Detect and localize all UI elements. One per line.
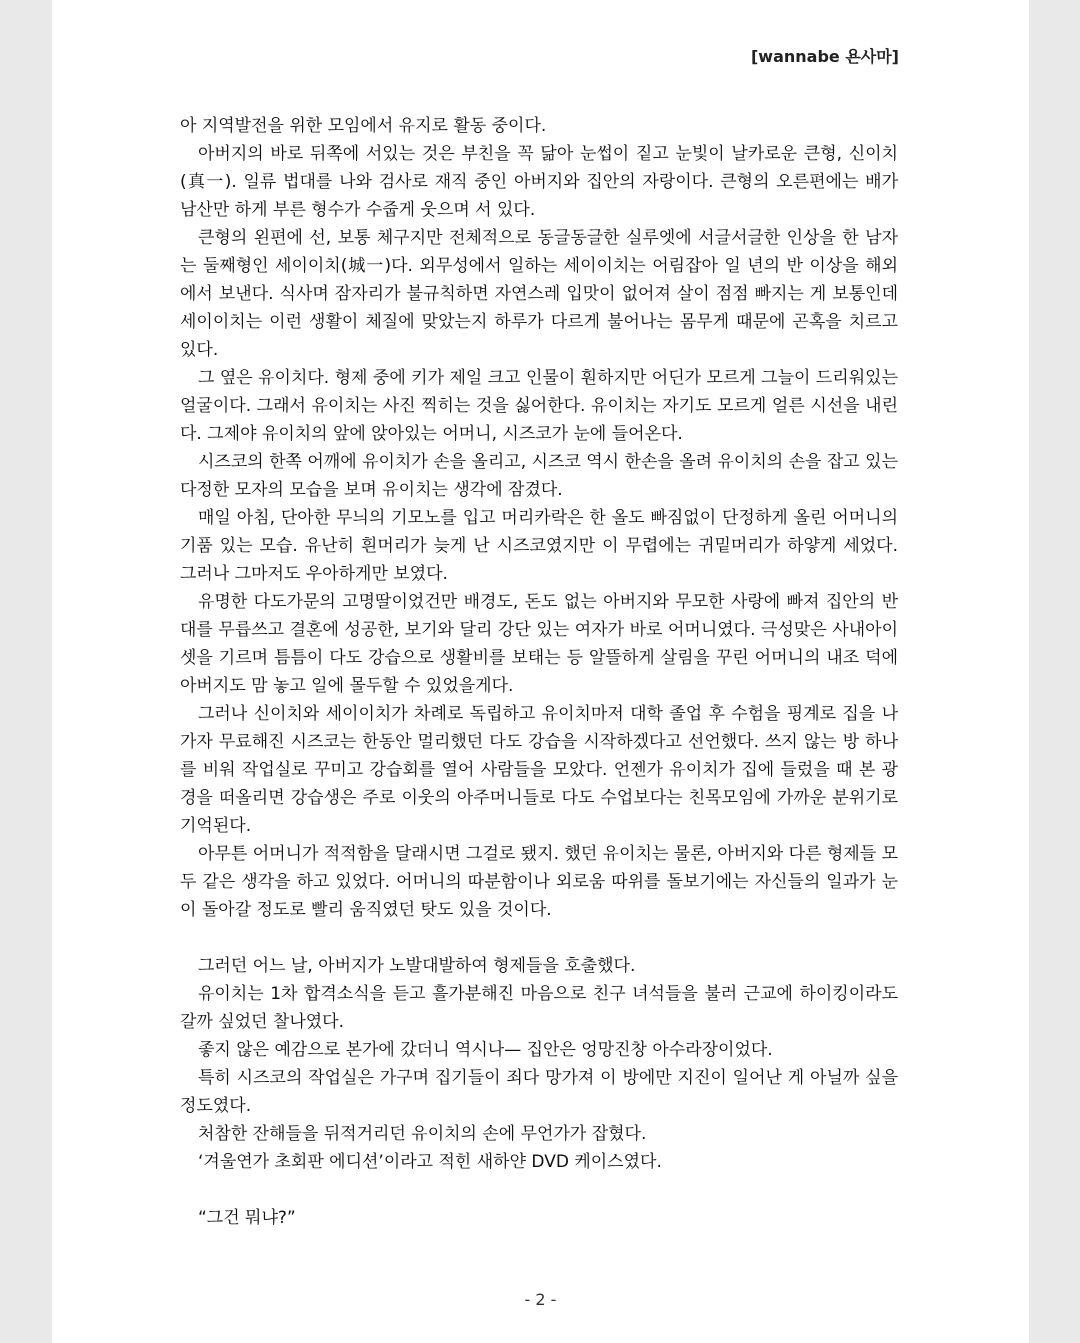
paragraph: 매일 아침, 단아한 무늬의 기모노를 입고 머리카락은 한 올도 빠짐없이 단정하게 올린 어머니의 기품 있는 모습. 유난히 흰머리가 늦게 난 시즈코였지만 이 무렵에는 귀밑머리가 하얗게 세었다. 그러나 그마저도 우아하게만 보였다. bbox=[180, 508, 898, 584]
section-break bbox=[180, 924, 898, 952]
paragraph: ‘겨울연가 초회판 에디션’이라고 적힌 새하얀 DVD 케이스였다. bbox=[198, 1152, 662, 1172]
running-header: [wannabe 욘사마] bbox=[750, 47, 899, 66]
dialogue-line: “그건 뭐냐?” bbox=[198, 1208, 296, 1228]
paragraph: 아버지의 바로 뒤쪽에 서있는 것은 부친을 꼭 닮아 눈썹이 짙고 눈빛이 날카로운 큰형, 신이치(真一). 일류 법대를 나와 검사로 재직 중인 아버지와 집안의 자랑이다. 큰형의 오른편에는 배가 남산만 하게 부른 형수가 수줍게 웃으며 서 있다. bbox=[180, 144, 898, 220]
paragraph: 처참한 잔해들을 뒤적거리던 유이치의 손에 무언가가 잡혔다. bbox=[198, 1124, 647, 1144]
paragraph: 시즈코의 한쪽 어깨에 유이치가 손을 올리고, 시즈코 역시 한손을 올려 유이치의 손을 잡고 있는 다정한 모자의 모습을 보며 유이치는 생각에 잠겼다. bbox=[180, 452, 898, 500]
paragraph: 유이치는 1차 합격소식을 듣고 흘가분해진 마음으로 친구 녀석들을 불러 근교에 하이킹이라도 갈까 싶었던 찰나였다. bbox=[180, 984, 898, 1032]
section-break bbox=[180, 1176, 898, 1204]
page-number: - 2 - bbox=[524, 1290, 557, 1309]
paragraph: 유명한 다도가문의 고명딸이었건만 배경도, 돈도 없는 아버지와 무모한 사랑에 빠져 집안의 반대를 무릅쓰고 결혼에 성공한, 보기와 달리 강단 있는 여자가 바로 어머니였다. 극성맞은 사내아이 셋을 기르며 틈틈이 다도 강습으로 생활비를 보태는 등 알뜰하게 살림을 꾸린 어머니의 내조 덕에 아버지도 맘 놓고 일에 몰두할 수 있었을게다. bbox=[180, 592, 898, 696]
paragraph: 좋지 않은 예감으로 본가에 갔더니 역시나— 집안은 엉망진창 아수라장이었다. bbox=[198, 1040, 773, 1060]
paragraph: 그러던 어느 날, 아버지가 노발대발하여 형제들을 호출했다. bbox=[198, 956, 636, 976]
paragraph: 특히 시즈코의 작업실은 가구며 집기들이 죄다 망가져 이 방에만 지진이 일어난 게 아닐까 싶을 정도였다. bbox=[180, 1068, 898, 1116]
document-page bbox=[52, 0, 1029, 1343]
paragraph: 아 지역발전을 위한 모임에서 유지로 활동 중이다. bbox=[180, 116, 547, 136]
paragraph: 아무튼 어머니가 적적함을 달래시면 그걸로 됐지. 했던 유이치는 물론, 아버지와 다른 형제들 모두 같은 생각을 하고 있었다. 어머니의 따분함이나 외로움 따위를 돌보기에는 자신들의 일과가 눈이 돌아갈 정도로 빨리 움직였던 탓도 있을 것이다. bbox=[180, 844, 898, 920]
paragraph: 그러나 신이치와 세이이치가 차례로 독립하고 유이치마저 대학 졸업 후 수험을 핑계로 집을 나가자 무료해진 시즈코는 한동안 멀리했던 다도 강습을 시작하겠다고 선언했다. 쓰지 않는 방 하나를 비워 작업실로 꾸미고 강습회를 열어 사람들을 모았다. 언젠가 유이치가 집에 들렀을 때 본 광경을 떠올리면 강습생은 주로 이웃의 아주머니들로 다도 수업보다는 친목모임에 가까운 분위기로 기억된다. bbox=[180, 704, 898, 836]
paragraph: 그 옆은 유이치다. 형제 중에 키가 제일 크고 인물이 훤하지만 어딘가 모르게 그늘이 드리워있는 얼굴이다. 그래서 유이치는 사진 찍히는 것을 싫어한다. 유이치는 자기도 모르게 얼른 시선을 내린다. 그제야 유이치의 앞에 앉아있는 어머니, 시즈코가 눈에 들어온다. bbox=[180, 368, 898, 444]
body-text bbox=[180, 112, 898, 1232]
paragraph: 큰형의 왼편에 선, 보통 체구지만 전체적으로 동글동글한 실루엣에 서글서글한 인상을 한 남자는 둘째형인 세이이치(城一)다. 외무성에서 일하는 세이이치는 어림잡아 일 년의 반 이상을 해외에서 보낸다. 식사며 잠자리가 불규칙하면 자연스레 입맛이 없어져 살이 점점 빠지는 게 보통인데 세이이치는 이런 생활이 체질에 맞았는지 하루가 다르게 불어나는 몸무게 때문에 곤혹을 치르고 있다. bbox=[180, 228, 898, 360]
